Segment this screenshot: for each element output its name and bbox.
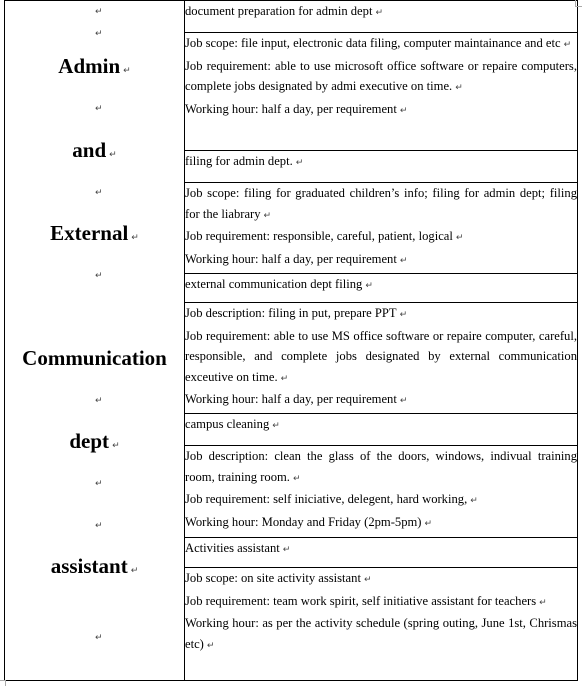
job-scope: Job description: clean the glass of the doors, windows, indivual training room, training room. ↵ xyxy=(185,449,577,484)
page-corner-mark xyxy=(0,680,6,686)
department-cell xyxy=(5,1,185,681)
working-hour: Working hour: half a day, per requirement ↵ xyxy=(185,392,408,406)
job-title: filing for admin dept. xyxy=(185,154,293,168)
dept-label-line: assistant ↵ xyxy=(50,554,139,578)
dept-label-line: External ↵ xyxy=(50,221,139,245)
job-title-cell: Activities assistant ↵ xyxy=(185,538,578,568)
job-details-cell xyxy=(185,446,578,538)
job-scope: Job scope: file input, electronic data filing, computer maintainance and etc ↵ xyxy=(185,36,572,50)
job-title-cell: external communication dept filing ↵ xyxy=(185,274,578,303)
job-details-cell xyxy=(185,183,578,274)
job-requirement: Job requirement: responsible, careful, patient, logical ↵ xyxy=(185,229,464,243)
job-table xyxy=(4,0,578,681)
paragraph-mark-icon: ↵ xyxy=(95,633,103,643)
table-row xyxy=(5,1,578,33)
job-title-cell: filing for admin dept. ↵ xyxy=(185,151,578,183)
dept-label-line: Communication xyxy=(22,346,167,370)
paragraph-mark-icon: ↵ xyxy=(95,29,103,39)
paragraph-mark-icon: ↵ xyxy=(95,479,103,489)
job-requirement: Job requirement: able to use MS office software or repaire computer, careful, responsible, and complete jobs designated by external communication exceutive on time. ↵ xyxy=(185,328,577,384)
job-scope: Job scope: filing for graduated children’s info; filing for admin dept; filing for the liabrary ↵ xyxy=(185,186,577,221)
job-title: Activities assistant xyxy=(185,541,280,555)
job-requirement: Job requirement: team work spirit, self initiative assistant for teachers ↵ xyxy=(185,593,547,608)
job-details-cell xyxy=(185,568,578,681)
job-title: external communication dept filing xyxy=(185,277,363,291)
job-title-cell: document preparation for admin dept ↵ xyxy=(185,1,578,33)
job-details-cell xyxy=(185,33,578,151)
job-requirement: Job requirement: able to use microsoft office software or repaire computers, complete jobs designated by admi executive on time. ↵ xyxy=(185,58,577,93)
paragraph-mark-icon: ↵ xyxy=(95,7,103,17)
paragraph-mark-icon: ↵ xyxy=(95,188,103,198)
working-hour: Working hour: as per the activity schedule (spring outing, June 1st, Chrismas etc) ↵ xyxy=(185,616,577,651)
paragraph-mark-icon: ↵ xyxy=(95,396,103,406)
job-scope: Job scope: on site activity assistant ↵ xyxy=(185,571,372,585)
paragraph-mark-icon: ↵ xyxy=(95,271,103,281)
job-scope: Job description: filing in put, prepare PPT ↵ xyxy=(185,306,408,320)
working-hour: Working hour: half a day, per requirement ↵ xyxy=(185,101,408,116)
paragraph-mark-icon: ↵ xyxy=(95,521,103,531)
working-hour: Working hour: half a day, per requirement ↵ xyxy=(185,251,408,266)
job-details-cell xyxy=(185,303,578,414)
dept-label-line: Admin ↵ xyxy=(58,54,131,78)
dept-label-line: and ↵ xyxy=(72,138,117,162)
dept-label-line: dept ↵ xyxy=(69,429,120,453)
job-title-cell: campus cleaning ↵ xyxy=(185,414,578,446)
job-title: campus cleaning xyxy=(185,417,270,431)
job-requirement: Job requirement: self iniciative, delegent, hard working, ↵ xyxy=(185,492,478,506)
document-frame xyxy=(4,0,578,680)
job-title: document preparation for admin dept xyxy=(185,4,373,18)
page-corner-mark xyxy=(575,0,582,7)
working-hour: Working hour: Monday and Friday (2pm-5pm) ↵ xyxy=(185,514,433,529)
paragraph-mark-icon: ↵ xyxy=(95,104,103,114)
